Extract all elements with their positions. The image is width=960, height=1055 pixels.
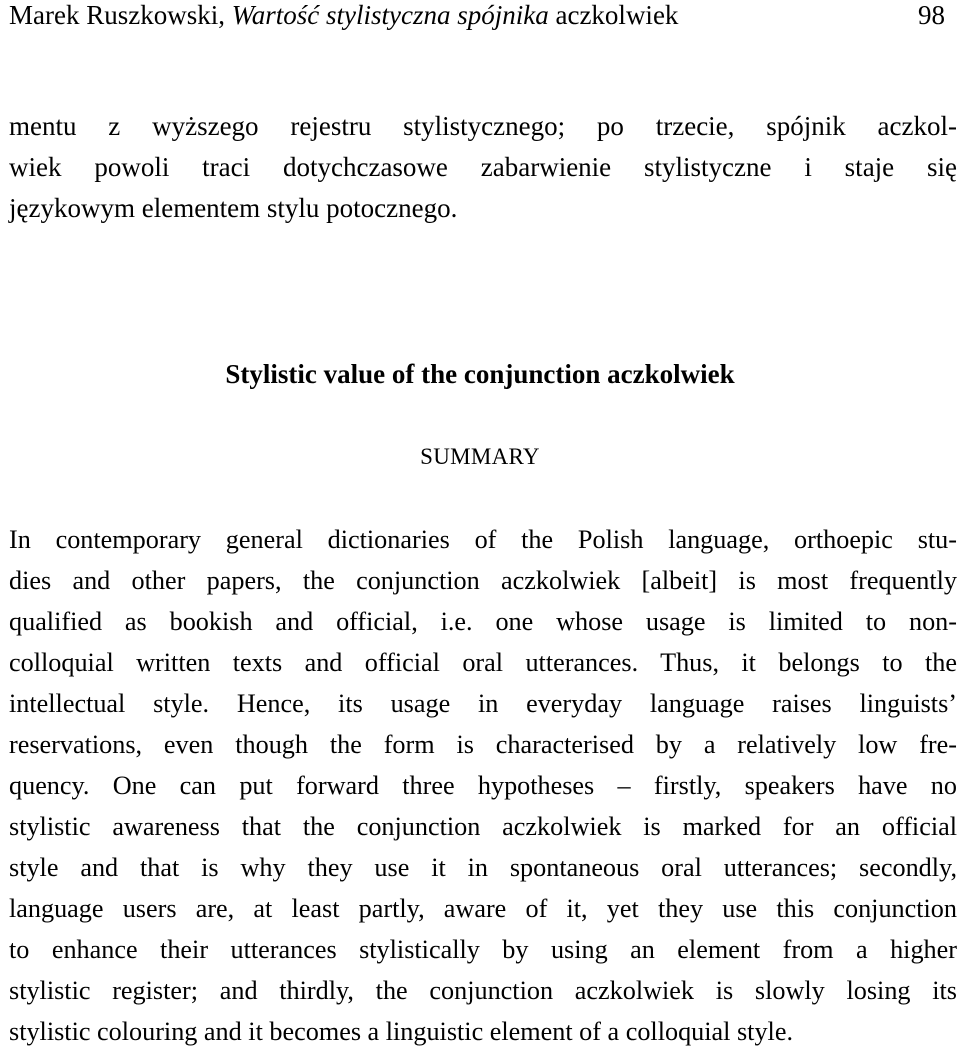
summary-line: quency. One can put forward three hypotheses – firstly, speakers have no	[9, 771, 957, 800]
continuation-paragraph	[9, 106, 957, 229]
running-head	[9, 0, 951, 32]
summary-line: stylistic colouring and it becomes a linguistic element of a colloquial style.	[9, 1017, 793, 1046]
summary-line: intellectual style. Hence, its usage in everyday language raises linguists’	[9, 689, 957, 718]
summary-line: stylistic register; and thirdly, the conjunction aczkolwiek is slowly losing its	[9, 976, 957, 1005]
continuation-line: mentu z wyższego rejestru stylistycznego; po trzecie, spójnik aczkol-	[9, 111, 957, 141]
running-head-article-title: Wartość stylistyczna spójnika	[231, 0, 549, 30]
running-head-author: Marek Ruszkowski,	[9, 0, 225, 30]
running-head-keyword: aczkolwiek	[555, 0, 679, 30]
summary-title: Stylistic value of the conjunction aczkolwiek	[225, 359, 735, 389]
summary-line: In contemporary general dictionaries of the Polish language, orthoepic stu-	[9, 525, 957, 554]
summary-paragraph	[9, 519, 957, 1052]
summary-line: stylistic awareness that the conjunction aczkolwiek is marked for an official	[9, 812, 957, 841]
continuation-line: wiek powoli traci dotychczasowe zabarwienie stylistyczne i staje się	[9, 152, 957, 182]
summary-line: to enhance their utterances stylistically by using an element from a higher	[9, 935, 957, 964]
summary-label: SUMMARY	[420, 444, 540, 469]
summary-line: style and that is why they use it in spontaneous oral utterances; secondly,	[9, 853, 957, 882]
summary-line: dies and other papers, the conjunction aczkolwiek [albeit] is most frequently	[9, 566, 957, 595]
summary-line: reservations, even though the form is characterised by a relatively low fre-	[9, 730, 957, 759]
summary-line: qualified as bookish and official, i.e. one whose usage is limited to non-	[9, 607, 957, 636]
summary-line: colloquial written texts and official oral utterances. Thus, it belongs to the	[9, 648, 957, 677]
continuation-line: językowym elementem stylu potocznego.	[9, 193, 458, 223]
page-number: 98	[918, 0, 945, 30]
summary-line: language users are, at least partly, aware of it, yet they use this conjunction	[9, 894, 957, 923]
